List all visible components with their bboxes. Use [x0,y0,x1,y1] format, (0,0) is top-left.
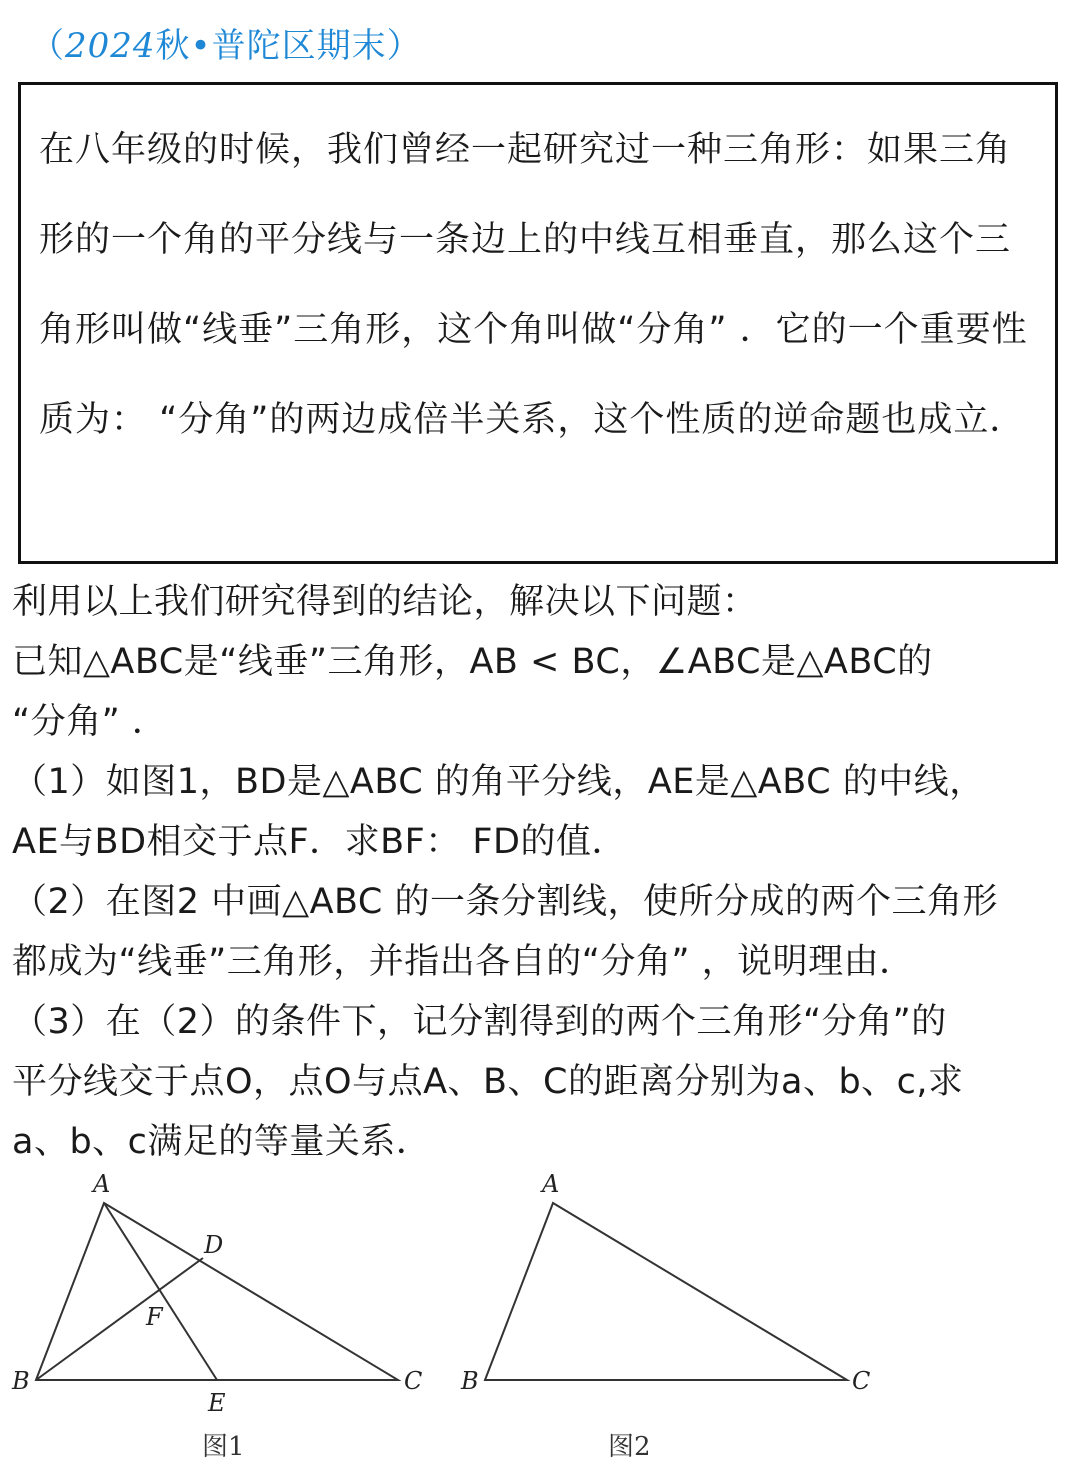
question-3-line-2: 平分线交于点O，点O与点A、B、C的距离分别为a、b、c,求 [12,1062,964,1102]
fig2-triangle-abc [485,1203,847,1380]
fig1-triangle-abc [36,1203,398,1380]
intro-box [18,82,1058,564]
question-1-line-2: AE与BD相交于点F．求BF： FD的值． [12,822,628,862]
fig2-label-a: A [542,1170,560,1198]
fig1-label-d: D [204,1231,224,1259]
fig1-label-c: C [404,1367,423,1395]
fig2-caption: 图2 [608,1432,651,1462]
question-2-line-1: （2）在图2 中画△ABC 的一条分割线，使所分成的两个三角形 [12,882,998,922]
problem-line-1: 利用以上我们研究得到的结论，解决以下问题： [12,582,758,622]
fig1-label-a: A [93,1170,111,1198]
fig2-label-b: B [461,1367,479,1395]
figure-2 [450,1165,890,1470]
fig1-caption: 图1 [202,1432,245,1462]
question-1-line-1: （1）如图1，BD是△ABC 的角平分线，AE是△ABC 的中线， [12,762,985,802]
question-3-line-1: （3）在（2）的条件下，记分割得到的两个三角形“分角”的 [12,1002,947,1042]
problem-line-3: “分角” ． [12,702,168,742]
intro-text: 在八年级的时候，我们曾经一起研究过一种三角形：如果三角形的一个角的平分线与一条边上的中线互相垂直，那么这个三角形叫做“线垂”三角形，这个角叫做“分角” ．它的一个重要性质为： “分角”的两边成倍半关系，这个性质的逆命题也成立． [39,130,1028,440]
source-tag [30,18,422,67]
fig1-label-f: F [146,1303,163,1331]
fig1-label-e: E [208,1389,226,1417]
fig1-label-b: B [12,1367,30,1395]
fig1-segment-ae [104,1203,217,1380]
question-2-line-2: 都成为“线垂”三角形，并指出各自的“分角” ，说明理由． [12,942,915,982]
problem-text [12,572,1072,1172]
fig2-label-c: C [852,1367,871,1395]
source-year: 2024 [65,26,156,66]
source-open: （ [30,26,65,66]
source-rest: 秋•普陀区期末） [155,26,422,66]
problem-line-2: 已知△ABC是“线垂”三角形，AB < BC，∠ABC是△ABC的 [12,642,933,682]
figure-1 [0,1165,440,1470]
question-3-line-3: a、b、c满足的等量关系． [12,1122,432,1162]
